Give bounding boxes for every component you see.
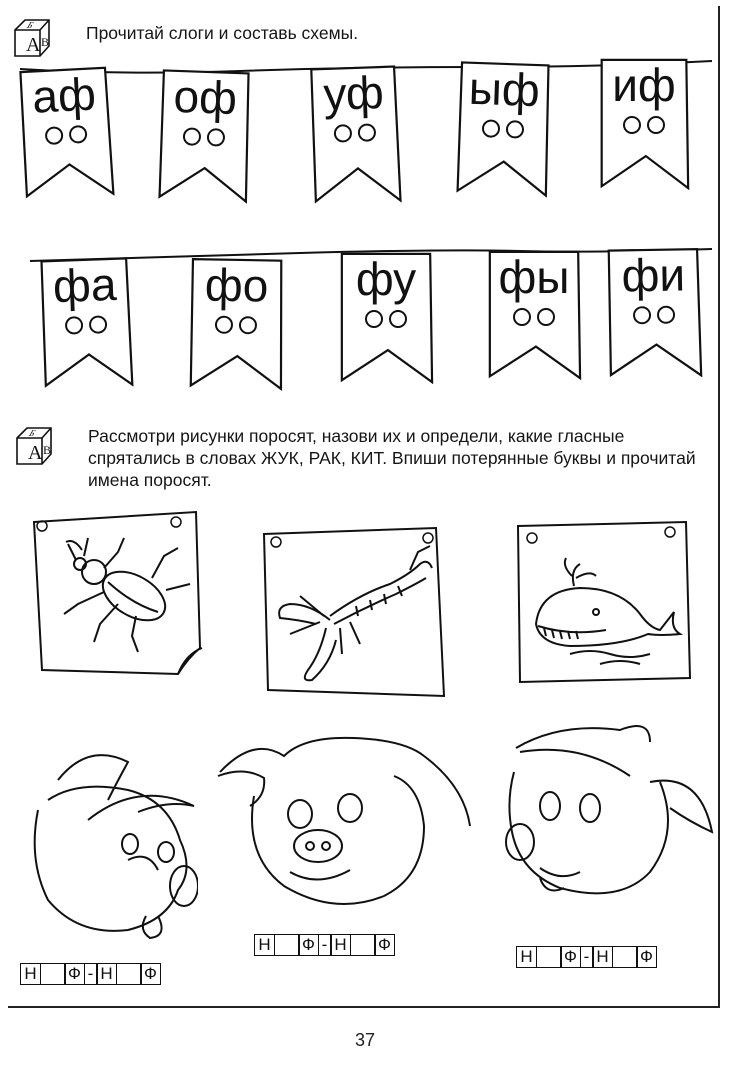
sound-slot[interactable] [334, 124, 353, 143]
letter-cell: - [318, 934, 332, 956]
sound-slot[interactable] [358, 123, 377, 142]
syllable-label: ыф [468, 61, 541, 117]
letter-cell: Н [20, 963, 41, 985]
syllable-label: фи [621, 248, 686, 302]
letter-cell: Ф [560, 946, 581, 968]
syllable-label: оф [172, 69, 238, 125]
sound-slot[interactable] [365, 310, 383, 328]
blank-letter-cell[interactable] [116, 963, 142, 985]
letter-cell: Н [330, 934, 351, 956]
letter-cell: - [580, 946, 594, 968]
sound-slot[interactable] [623, 116, 641, 134]
pig-illustration [214, 716, 474, 916]
letter-cell: Н [254, 934, 275, 956]
syllable-flag [486, 250, 582, 380]
abc-block-icon [12, 16, 52, 58]
sound-slot[interactable] [183, 127, 202, 146]
sound-slot[interactable] [482, 119, 501, 138]
syllable-label: уф [322, 65, 385, 121]
syllable-flag [156, 68, 253, 203]
block-letter: В [41, 35, 50, 49]
whale-picture [510, 518, 696, 686]
syllable-flag [338, 252, 434, 384]
syllable-label: фо [204, 258, 269, 312]
syllable-flag [38, 256, 134, 389]
sound-slot[interactable] [506, 120, 525, 139]
syllable-flag [598, 58, 690, 190]
syllable-label: фу [355, 253, 417, 305]
sound-slot[interactable] [207, 128, 226, 147]
letter-cell: Ф [64, 963, 85, 985]
sound-slot[interactable] [389, 310, 407, 328]
blank-letter-cell[interactable] [40, 963, 66, 985]
sound-scheme-slots [486, 308, 582, 326]
letter-cell: Ф [374, 934, 395, 956]
page-number: 37 [354, 1030, 376, 1050]
pig-illustration [500, 712, 714, 920]
syllable-flag [308, 64, 403, 205]
letter-cell: - [84, 963, 98, 985]
letter-cell: Ф [636, 946, 657, 968]
sound-slot[interactable] [239, 316, 257, 334]
pig-illustration [18, 740, 198, 940]
letter-cell: Ф [298, 934, 319, 956]
block-letter: А [28, 442, 43, 464]
block-letter: В [43, 443, 52, 457]
sound-slot[interactable] [45, 126, 64, 145]
sound-scheme-slots [338, 310, 434, 328]
syllable-flag [454, 60, 553, 197]
sound-scheme-slots [606, 305, 702, 325]
task2-instruction: Рассмотри рисунки поросят, назови их и определи, какие гласные спрятались в словах ЖУК, РАК, КИТ. Впиши потерянные буквы и прочитай имена поросят. [88, 426, 696, 490]
letter-cell: Ф [140, 963, 161, 985]
syllable-label: фа [52, 257, 118, 313]
syllable-flag [605, 247, 703, 379]
sound-slot[interactable] [215, 316, 233, 334]
sound-scheme-slots [188, 315, 284, 335]
block-letter: Б [26, 428, 38, 439]
letter-cell: Н [592, 946, 613, 968]
syllable-label: фы [498, 251, 570, 303]
sound-slot[interactable] [537, 308, 555, 326]
syllable-label: иф [612, 59, 676, 111]
sound-slot[interactable] [513, 308, 531, 326]
block-letter: Б [24, 20, 36, 31]
sound-scheme-slots [310, 122, 401, 143]
sound-scheme-slots [598, 116, 690, 134]
beetle-picture [28, 508, 208, 678]
task1-instruction: Прочитай слоги и составь схемы. [86, 23, 359, 43]
sound-slot[interactable] [89, 315, 108, 334]
syllable-flag [17, 66, 116, 201]
sound-slot[interactable] [65, 316, 84, 335]
letter-cell: Н [516, 946, 537, 968]
blank-letter-cell[interactable] [536, 946, 562, 968]
syllable-label: аф [30, 67, 98, 123]
blank-letter-cell[interactable] [350, 934, 376, 956]
crayfish-picture [260, 524, 450, 700]
blank-letter-cell[interactable] [274, 934, 300, 956]
sound-slot[interactable] [69, 125, 88, 144]
letter-cell: Н [96, 963, 117, 985]
sound-slot[interactable] [657, 306, 675, 324]
sound-slot[interactable] [647, 116, 665, 134]
block-letter: А [26, 34, 41, 56]
sound-scheme-slots [456, 118, 551, 139]
syllable-flag [187, 257, 285, 391]
blank-letter-cell[interactable] [612, 946, 638, 968]
abc-block-icon [14, 424, 54, 466]
sound-scheme-slots [40, 314, 133, 335]
sound-scheme-slots [158, 126, 251, 147]
sound-slot[interactable] [633, 306, 651, 324]
